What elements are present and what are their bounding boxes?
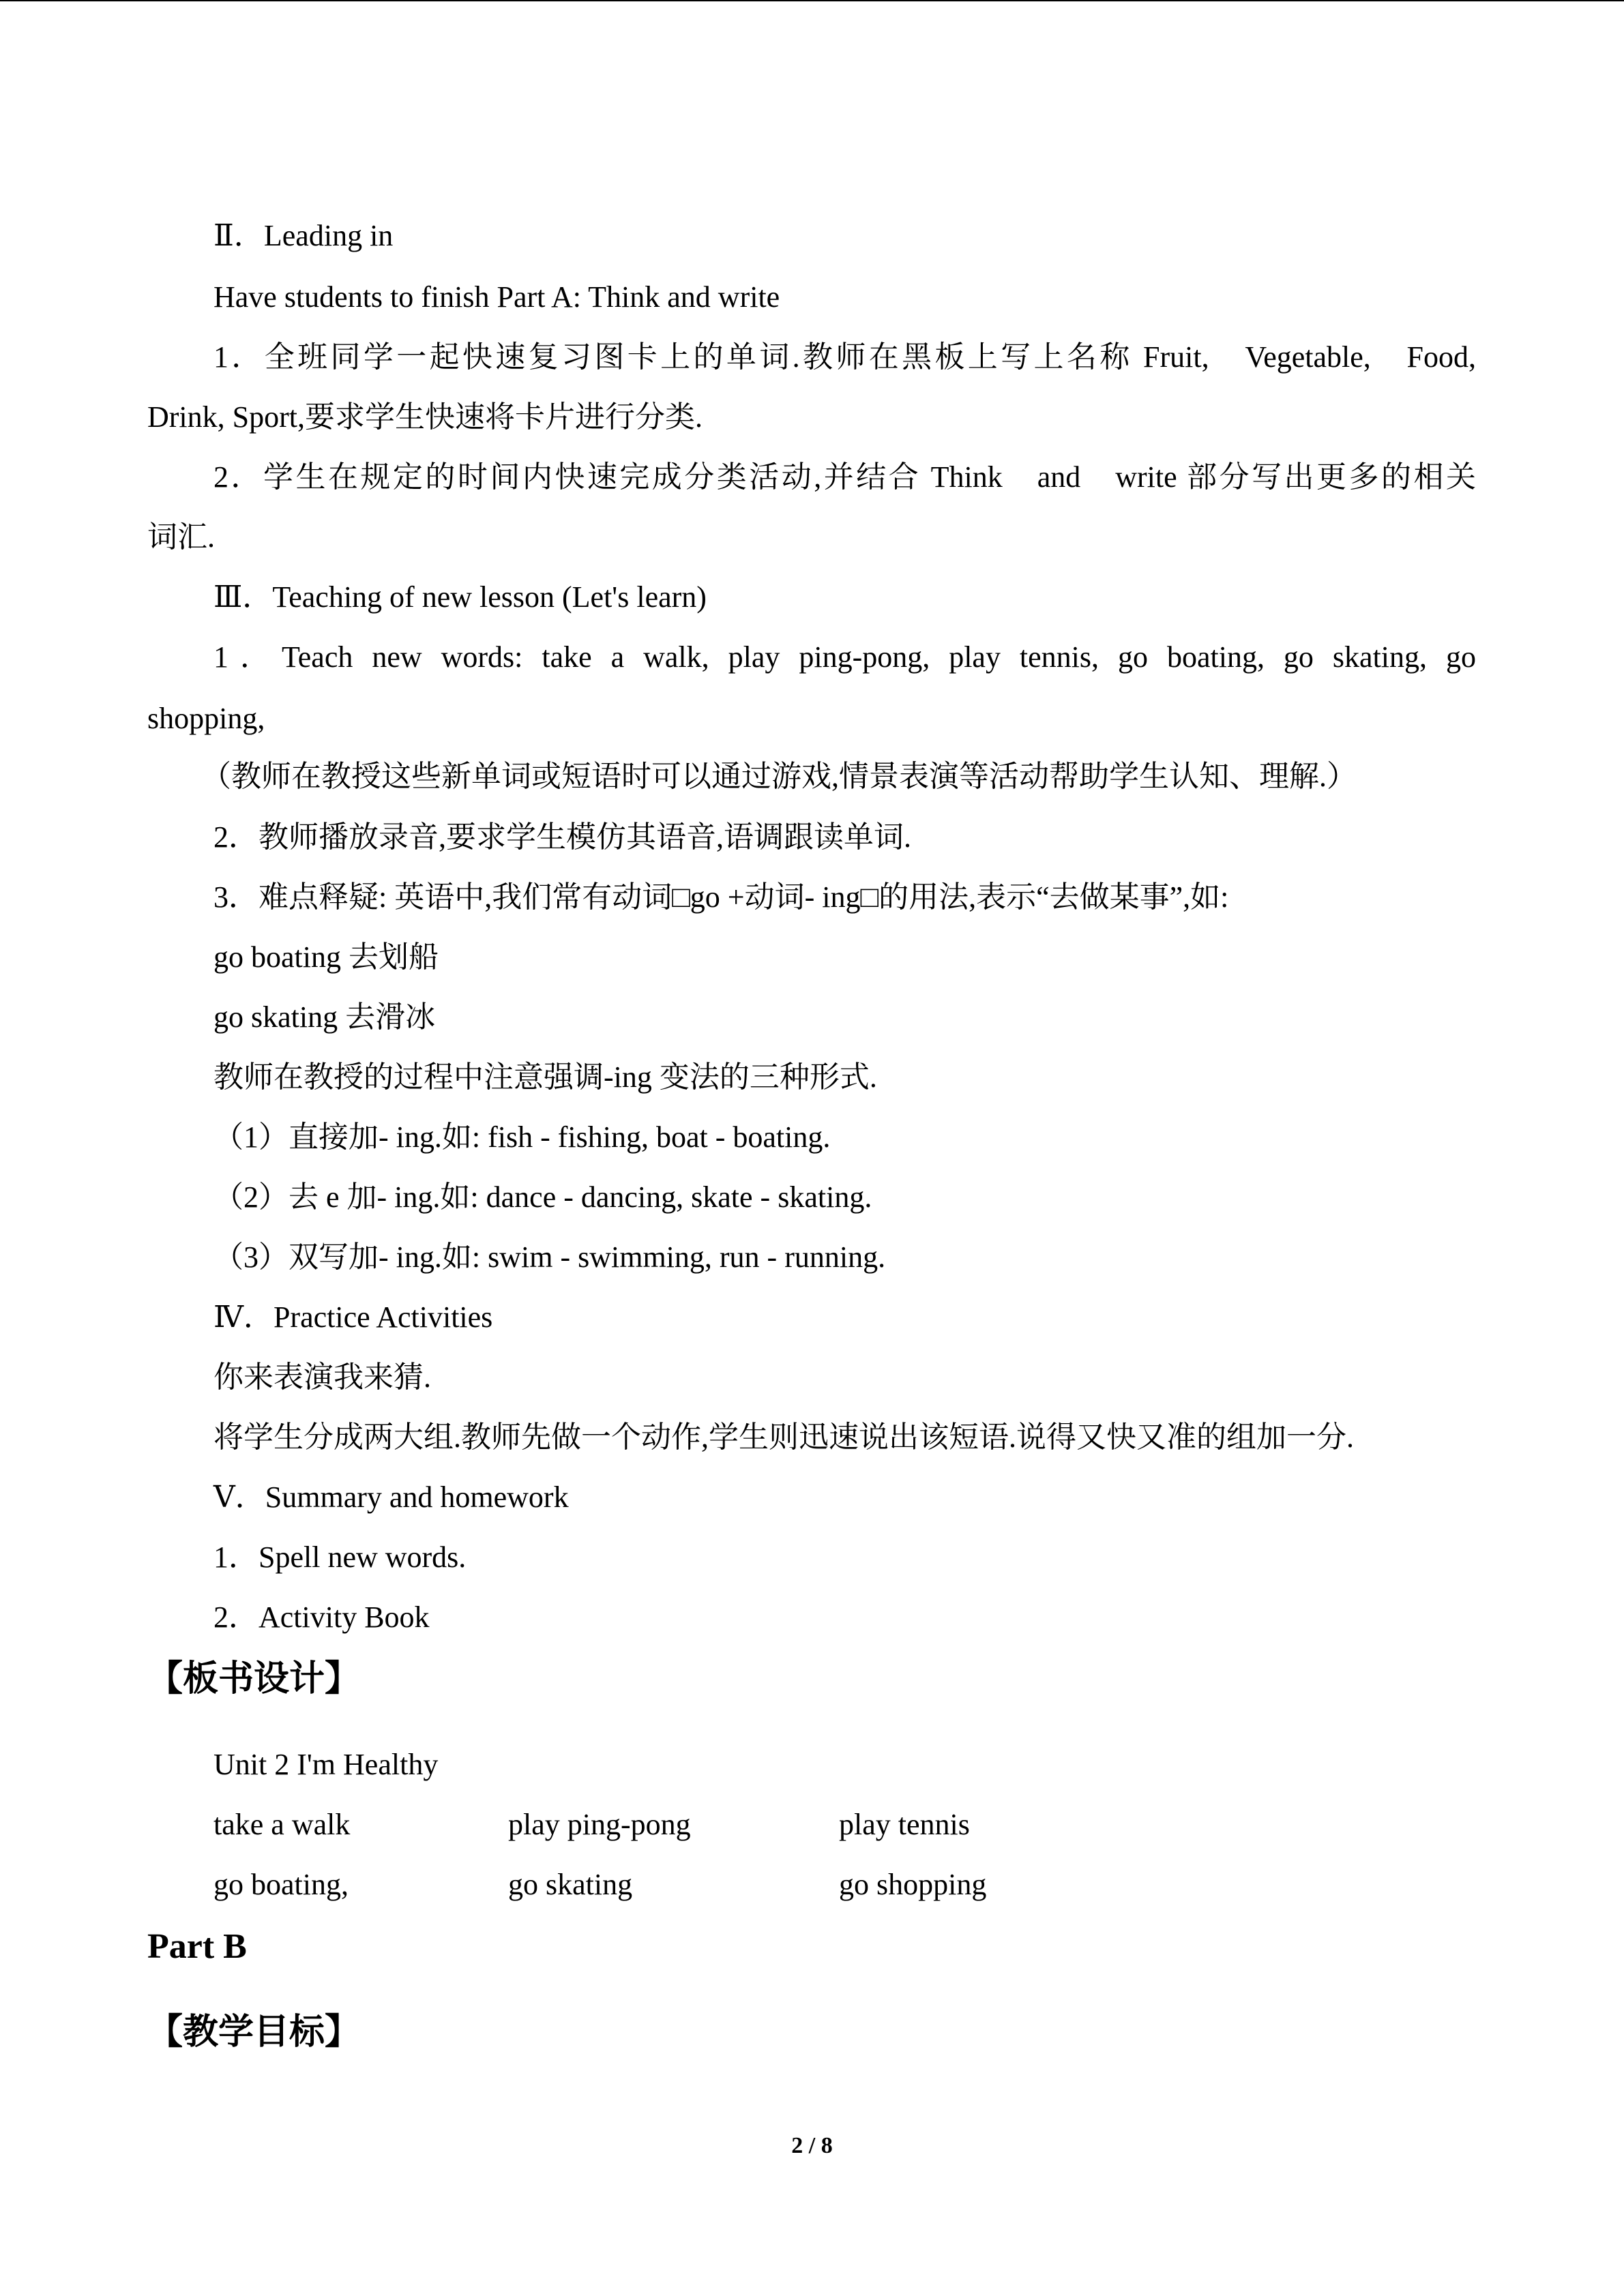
board-design-heading: 【板书设计】 xyxy=(147,1660,361,1699)
text-line: go boating 去划船 xyxy=(213,940,439,974)
part-b-heading: Part B xyxy=(147,1927,247,1966)
text-line: 1．Teach new words: take a walk, play ping-pong, play tennis, go boating, go skating, go xyxy=(213,640,1476,674)
section-heading-summary: Ⅴ．Summary and homework xyxy=(213,1480,569,1514)
page-number: 2 / 8 xyxy=(791,2133,833,2158)
board-item: play ping-pong xyxy=(508,1808,691,1841)
text-line: shopping, xyxy=(147,702,265,735)
text-line: 2．教师播放录音,要求学生模仿其语音,语调跟读单词. xyxy=(213,820,911,854)
teaching-objectives-heading: 【教学目标】 xyxy=(147,2013,361,2052)
text-line: 3．难点释疑: 英语中,我们常有动词□go +动词- ing□的用法,表示“去做某事”,如: xyxy=(213,880,1229,914)
text-line: （教师在教授这些新单词或短语时可以通过游戏,情景表演等活动帮助学生认知、理解.） xyxy=(201,760,1357,793)
section-heading-teaching: Ⅲ．Teaching of new lesson (Let's learn) xyxy=(213,580,707,614)
board-item: play tennis xyxy=(839,1808,970,1841)
text-line: go skating 去滑冰 xyxy=(213,1000,436,1034)
text-line: （3）双写加- ing.如: swim - swimming, run - running. xyxy=(213,1240,886,1274)
board-item: go skating xyxy=(508,1868,633,1901)
text-line: 1．Spell new words. xyxy=(213,1540,467,1574)
section-heading-practice: Ⅳ．Practice Activities xyxy=(213,1300,493,1334)
text-line: （1）直接加- ing.如: fish - fishing, boat - boating. xyxy=(213,1120,831,1154)
text-line: Drink, Sport,要求学生快速将卡片进行分类. xyxy=(147,400,703,434)
board-title: Unit 2 I'm Healthy xyxy=(213,1748,439,1781)
section-heading-leading-in: Ⅱ．Leading in xyxy=(213,219,394,252)
board-item: take a walk xyxy=(213,1808,351,1841)
text-line: Have students to finish Part A: Think and write xyxy=(213,280,780,314)
text-line: 2．学生在规定的时间内快速完成分类活动,并结合 Think and write 部分写出更多的相关 xyxy=(213,460,1476,494)
text-line: 词汇. xyxy=(147,520,215,554)
board-item: go boating, xyxy=(213,1868,349,1901)
text-line: 1．全班同学一起快速复习图卡上的单词.教师在黑板上写上名称 Fruit, Vegetable, Food, xyxy=(213,340,1476,374)
text-line: 2．Activity Book xyxy=(213,1600,430,1634)
text-line: 你来表演我来猜. xyxy=(213,1360,431,1394)
text-line: 教师在教授的过程中注意强调-ing 变法的三种形式. xyxy=(213,1060,877,1094)
text-line: （2）去 e 加- ing.如: dance - dancing, skate - skating. xyxy=(213,1180,872,1214)
board-item: go shopping xyxy=(839,1868,987,1901)
text-line: 将学生分成两大组.教师先做一个动作,学生则迅速说出该短语.说得又快又准的组加一分. xyxy=(213,1420,1354,1454)
